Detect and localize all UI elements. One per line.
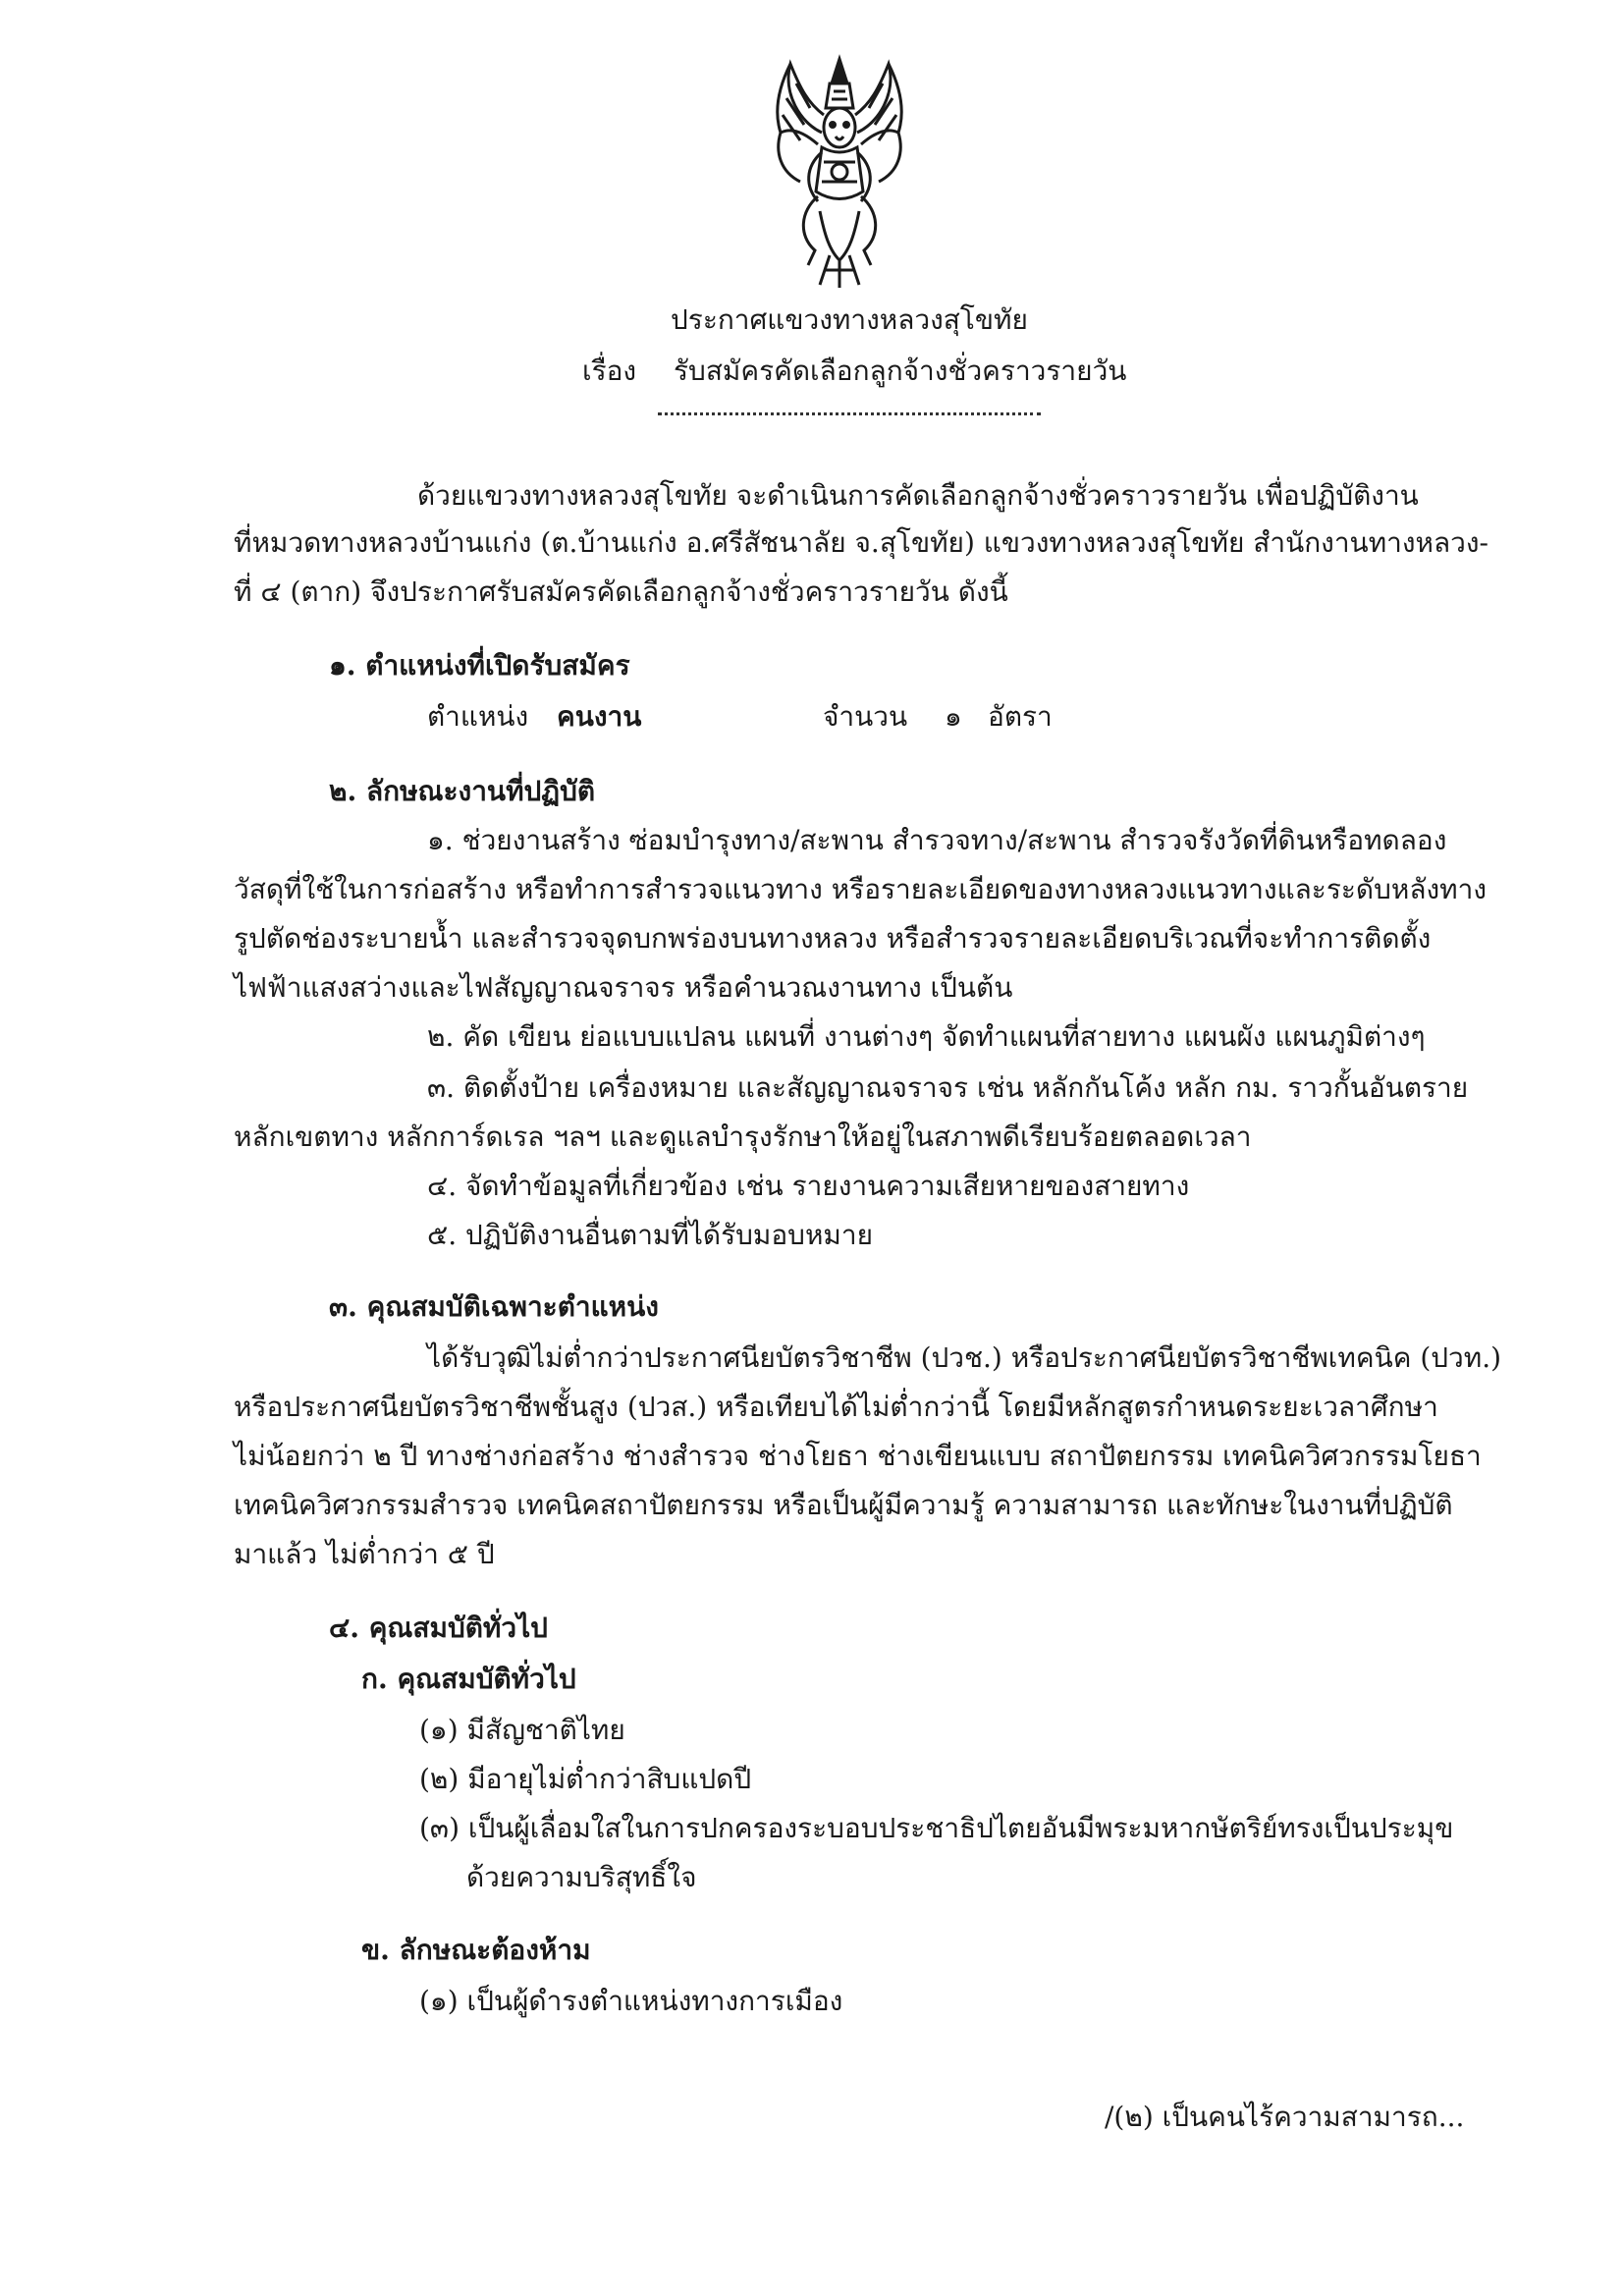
section1-heading: ๑. ตำแหน่งที่เปิดรับสมัคร xyxy=(329,649,630,682)
header-subject: รับสมัครคัดเลือกลูกจ้างชั่วคราวรายวัน xyxy=(674,355,1127,387)
section4-a-item-1: (๑) มีสัญชาติไทย xyxy=(419,1714,625,1746)
section1-count-value: ๑ xyxy=(945,700,962,733)
section2-line-7: หลักเขตทาง หลักการ์ดเรล ฯลฯ และดูแลบำรุงรักษาให้อยู่ในสภาพดีเรียบร้อยตลอดเวลา xyxy=(234,1121,1252,1153)
section4-heading: ๔. คุณสมบัติทั่วไป xyxy=(329,1612,548,1644)
intro-line-1: ด้วยแขวงทางหลวงสุโขทัย จะดำเนินการคัดเลือกลูกจ้างชั่วคราวรายวัน เพื่อปฏิบัติงาน xyxy=(417,479,1419,512)
section3-line-3: ไม่น้อยกว่า ๒ ปี ทางช่างก่อสร้าง ช่างสำรวจ ช่างโยธา ช่างเขียนแบบ สถาปัตยกรรม เทคนิควิศวกรรมโยธา xyxy=(234,1440,1482,1472)
section3-line-2: หรือประกาศนียบัตรวิชาชีพชั้นสูง (ปวส.) หรือเทียบได้ไม่ต่ำกว่านี้ โดยมีหลักสูตรกำหนดระยะเวลาศึกษา xyxy=(234,1391,1438,1423)
intro-line-2: ที่หมวดทางหลวงบ้านแก่ง (ต.บ้านแก่ง อ.ศรีสัชนาลัย จ.สุโขทัย) แขวงทางหลวงสุโขทัย สำนักงานทางหลวง- xyxy=(234,526,1489,559)
section1-position-label: ตำแหน่ง xyxy=(427,700,529,733)
section2-line-1: ๑. ช่วยงานสร้าง ซ่อมบำรุงทาง/สะพาน สำรวจทาง/สะพาน สำรวจรังวัดที่ดินหรือทดลอง xyxy=(427,824,1447,856)
section2-line-5: ๒. คัด เขียน ย่อแบบแปลน แผนที่ งานต่างๆ จัดทำแผนที่สายทาง แผนผัง แผนภูมิต่างๆ xyxy=(427,1020,1426,1053)
section2-heading: ๒. ลักษณะงานที่ปฏิบัติ xyxy=(329,775,596,807)
section4-b-item-1: (๑) เป็นผู้ดำรงตำแหน่งทางการเมือง xyxy=(419,1985,843,2017)
section3-heading: ๓. คุณสมบัติเฉพาะตำแหน่ง xyxy=(329,1290,659,1323)
section2-line-9: ๕. ปฏิบัติงานอื่นตามที่ได้รับมอบหมาย xyxy=(427,1219,874,1251)
section4-a-item-3-cont: ด้วยความบริสุทธิ์ใจ xyxy=(466,1861,697,1893)
section4-a-item-2: (๒) มีอายุไม่ต่ำกว่าสิบแปดปี xyxy=(419,1763,752,1795)
section4-a-item-3: (๓) เป็นผู้เลื่อมใสในการปกครองระบอบประชาธิปไตยอันมีพระมหากษัตริย์ทรงเป็นประมุข xyxy=(419,1812,1454,1844)
section3-line-1: ได้รับวุฒิไม่ต่ำกว่าประกาศนียบัตรวิชาชีพ (ปวช.) หรือประกาศนียบัตรวิชาชีพเทคนิค (ปวท.) xyxy=(427,1341,1502,1374)
header-subject-label: เรื่อง xyxy=(582,355,637,387)
section2-line-8: ๔. จัดทำข้อมูลที่เกี่ยวข้อง เช่น รายงานความเสียหายของสายทาง xyxy=(427,1170,1190,1202)
section4-sub-a: ก. คุณสมบัติทั่วไป xyxy=(361,1663,576,1695)
header-divider xyxy=(658,412,1041,415)
section2-line-3: รูปตัดช่องระบายน้ำ และสำรวจจุดบกพร่องบนทางหลวง หรือสำรวจรายละเอียดบริเวณที่จะทำการติดตั้ง xyxy=(234,922,1432,955)
section2-line-6: ๓. ติดตั้งป้าย เครื่องหมาย และสัญญาณจราจร เช่น หลักกันโค้ง หลัก กม. ราวกั้นอันตราย xyxy=(427,1071,1469,1104)
section3-line-5: มาแล้ว ไม่ต่ำกว่า ๕ ปี xyxy=(234,1538,495,1570)
section2-line-2: วัสดุที่ใช้ในการก่อสร้าง หรือทำการสำรวจแนวทาง หรือรายละเอียดของทางหลวงแนวทางและระดับหลังทาง xyxy=(234,873,1488,905)
section4-sub-b: ข. ลักษณะต้องห้าม xyxy=(361,1934,591,1966)
section3-line-4: เทคนิควิศวกรรมสำรวจ เทคนิคสถาปัตยกรรม หรือเป็นผู้มีความรู้ ความสามารถ และทักษะในงานที่ปฏิบัติ xyxy=(234,1489,1453,1521)
section1-unit: อัตรา xyxy=(988,700,1053,733)
intro-line-3: ที่ ๔ (ตาก) จึงประกาศรับสมัครคัดเลือกลูกจ้างชั่วคราวรายวัน ดังนี้ xyxy=(234,575,1008,608)
page-continuation: /(๒) เป็นคนไร้ความสามารถ... xyxy=(1105,2101,1465,2133)
section2-line-4: ไฟฟ้าแสงสว่างและไฟสัญญาณจราจร หรือคำนวณงานทาง เป็นต้น xyxy=(234,971,1013,1004)
section1-count-label: จำนวน xyxy=(823,700,908,733)
section1-position-value: คนงาน xyxy=(557,700,642,733)
garuda-emblem xyxy=(761,54,918,290)
header-org: ประกาศแขวงทางหลวงสุโขทัย xyxy=(671,303,1028,336)
